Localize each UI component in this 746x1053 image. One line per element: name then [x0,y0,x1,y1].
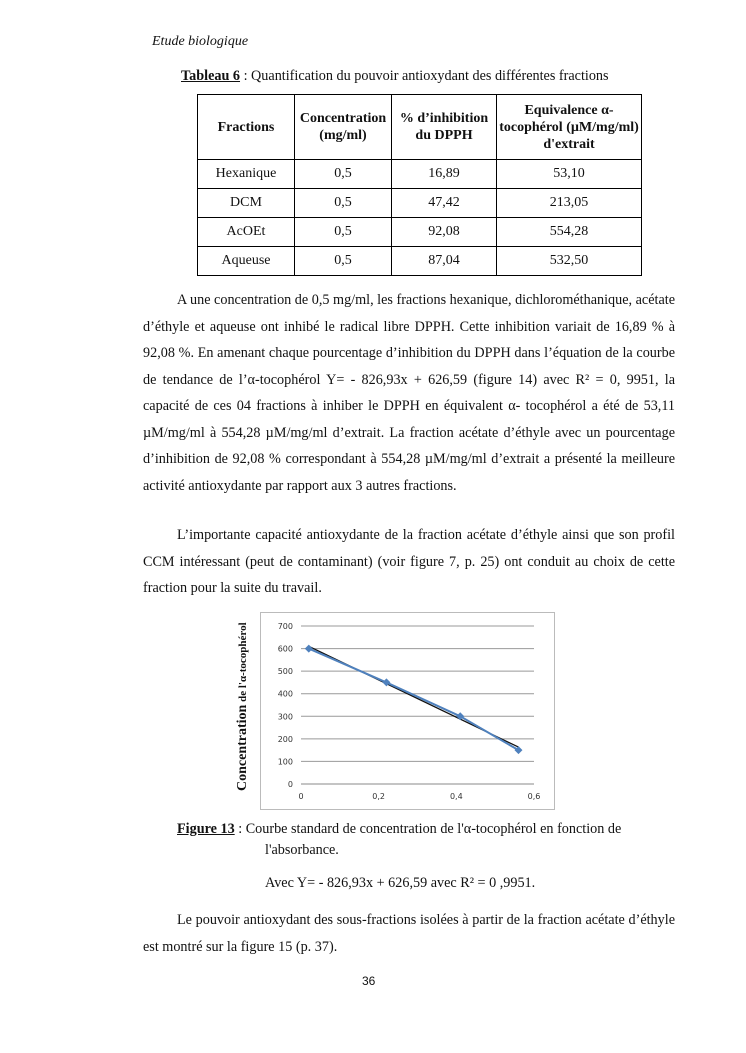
results-table [197,94,642,276]
figure-label: Figure 13 [177,821,235,837]
series-line [309,649,519,751]
table-row [198,218,642,247]
paragraph-results: A une concentration de 0,5 mg/ml, les fractions hexanique, dichlorométhanique, acétate d’éthyle et aqueuse ont inhibé le radical libre DPPH. Cette inhibition variait de 16,89 % à 92,08 %. En amenant chaque pourcentage d’inhibition du DPPH dans l’équation de la courbe de tendance de l’α-tocophérol Y= - 826,93x + 626,59 (figure 14) avec R² = 0, 9951, la capacité de ces 04 fractions à inhiber le DPPH en équivalent α- tocophérol a été de 53,11 µM/mg/ml à 554,28 µM/mg/ml d’extrait. La fraction acétate d’éthyle avec un pourcentage d’inhibition de 92,08 % correspondant à 554,28 µM/mg/ml d’extrait a présenté la meilleure activité antioxydante par rapport aux 3 autres fractions. [143,292,675,494]
y-tick-label: 200 [277,734,293,744]
x-tick-label: 0,6 [527,792,541,801]
cell: 0,5 [295,247,392,276]
table-header-row [198,95,642,160]
figure-caption-text: : Courbe standard de concentration de l'α-tocophérol en fonction de [234,821,622,837]
y-tick-label: 400 [277,689,293,699]
table-row [198,247,642,276]
header-inhibition: % d’inhibition du DPPH [392,95,497,160]
table-label: Tableau 6 [181,68,241,84]
cell: 532,50 [497,247,642,276]
cell: Hexanique [198,160,295,189]
page-number: 36 [362,974,376,988]
figure-caption [177,816,675,842]
y-tick-label: 300 [277,712,293,722]
x-tick-label: 0,4 [449,792,463,801]
cell: 0,5 [295,160,392,189]
table-caption [181,68,609,85]
y-tick-label: 500 [277,667,293,677]
cell: 16,89 [392,160,497,189]
running-header: Etude biologique [152,34,249,49]
data-point [456,712,464,720]
cell: 87,04 [392,247,497,276]
x-tick-label: 0 [298,792,304,801]
calibration-chart [260,612,555,810]
y-tick-label: 700 [277,622,293,631]
cell: 53,10 [497,160,642,189]
table-row [198,189,642,218]
cell: Aqueuse [198,247,295,276]
y-label-rest: de l'α-tocophérol [237,622,249,705]
chart-svg [261,613,554,809]
header-concentration: Concentration (mg/ml) [295,95,392,160]
cell: 47,42 [392,189,497,218]
chart-y-label [235,622,251,791]
cell: 554,28 [497,218,642,247]
y-label-main: Concentration [235,704,250,791]
cell: 0,5 [295,218,392,247]
header-equivalence: Equivalence α-tocophérol (µM/mg/ml) d'extrait [497,95,642,160]
table-row [198,160,642,189]
cell: 0,5 [295,189,392,218]
y-tick-label: 0 [287,780,293,789]
cell: AcOEt [198,218,295,247]
figure-caption-cont: l'absorbance. [265,842,339,858]
header-fractions: Fractions [198,95,295,160]
paragraph-choice: L’importante capacité antioxydante de la fraction acétate d’éthyle ainsi que son profil CCM intéressant (peut de contaminant) (voir figure 7, p. 25) ont conduit au choix de cette fraction pour la suite du travail. [143,527,675,596]
table-caption-text: : Quantification du pouvoir antioxydant des différentes fractions [240,68,609,84]
cell: 92,08 [392,218,497,247]
data-point [305,645,313,653]
x-tick-label: 0,2 [372,792,386,801]
figure-equation: Avec Y= - 826,93x + 626,59 avec R² = 0 ,9951. [265,875,536,891]
paragraph-subfractions: Le pouvoir antioxydant des sous-fractions isolées à partir de la fraction acétate d’éthyle est montré sur la figure 15 (p. 37). [143,912,675,955]
y-tick-label: 100 [277,757,293,767]
y-tick-label: 600 [277,644,293,654]
cell: 213,05 [497,189,642,218]
cell: DCM [198,189,295,218]
data-point [514,746,522,754]
